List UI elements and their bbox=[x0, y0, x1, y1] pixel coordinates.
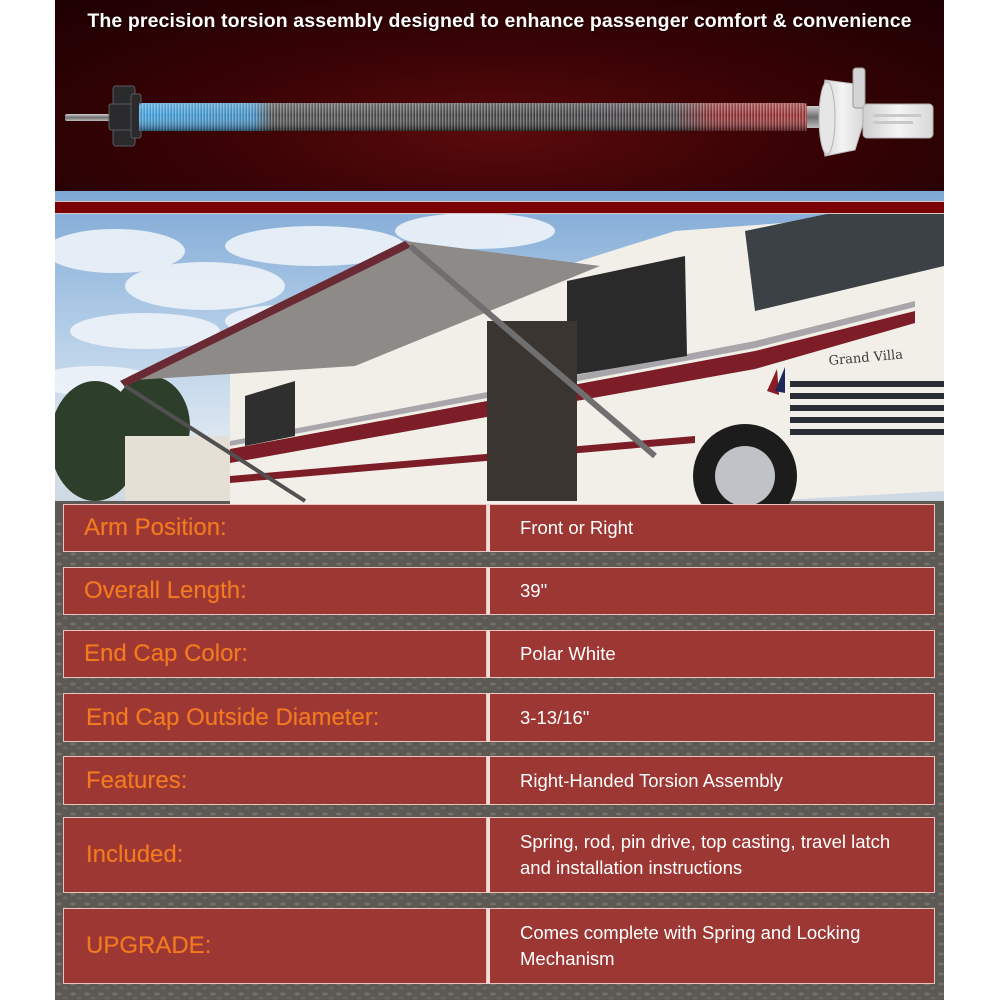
spec-value: 39" bbox=[487, 567, 935, 615]
spec-row-included bbox=[63, 817, 935, 893]
spec-label: Features: bbox=[63, 756, 487, 805]
spec-row-overall-length bbox=[63, 567, 935, 615]
end-cap bbox=[819, 68, 933, 156]
vehicle-badge: Grand Villa bbox=[828, 347, 904, 369]
spec-label: Included: bbox=[63, 817, 487, 893]
banner-title: The precision torsion assembly designed to enhance passenger comfort & convenience bbox=[87, 10, 912, 32]
header-banner bbox=[55, 0, 944, 191]
product-infographic bbox=[55, 0, 944, 1000]
spec-value: Spring, rod, pin drive, top casting, travel latch and installation instructions bbox=[487, 817, 935, 893]
spec-value: Right-Handed Torsion Assembly bbox=[487, 756, 935, 805]
spec-value: 3-13/16" bbox=[487, 693, 935, 742]
spec-value: Polar White bbox=[487, 630, 935, 678]
spec-row-upgrade bbox=[63, 908, 935, 984]
spec-label: UPGRADE: bbox=[63, 908, 487, 984]
winding-hub bbox=[109, 86, 141, 146]
accent-divider-bar bbox=[55, 201, 944, 214]
spec-value: Front or Right bbox=[487, 504, 935, 552]
spec-label: End Cap Outside Diameter: bbox=[63, 693, 487, 742]
spec-label: End Cap Color: bbox=[63, 630, 487, 678]
spec-value: Comes complete with Spring and Locking Mechanism bbox=[487, 908, 935, 984]
spec-row-arm-position bbox=[63, 504, 935, 552]
spec-label: Overall Length: bbox=[63, 567, 487, 615]
spec-label: Arm Position: bbox=[63, 504, 487, 552]
torsion-spring-assembly-image bbox=[55, 0, 944, 191]
spec-row-features bbox=[63, 756, 935, 805]
spec-row-end-cap-diameter bbox=[63, 693, 935, 742]
spec-row-end-cap-color bbox=[63, 630, 935, 678]
